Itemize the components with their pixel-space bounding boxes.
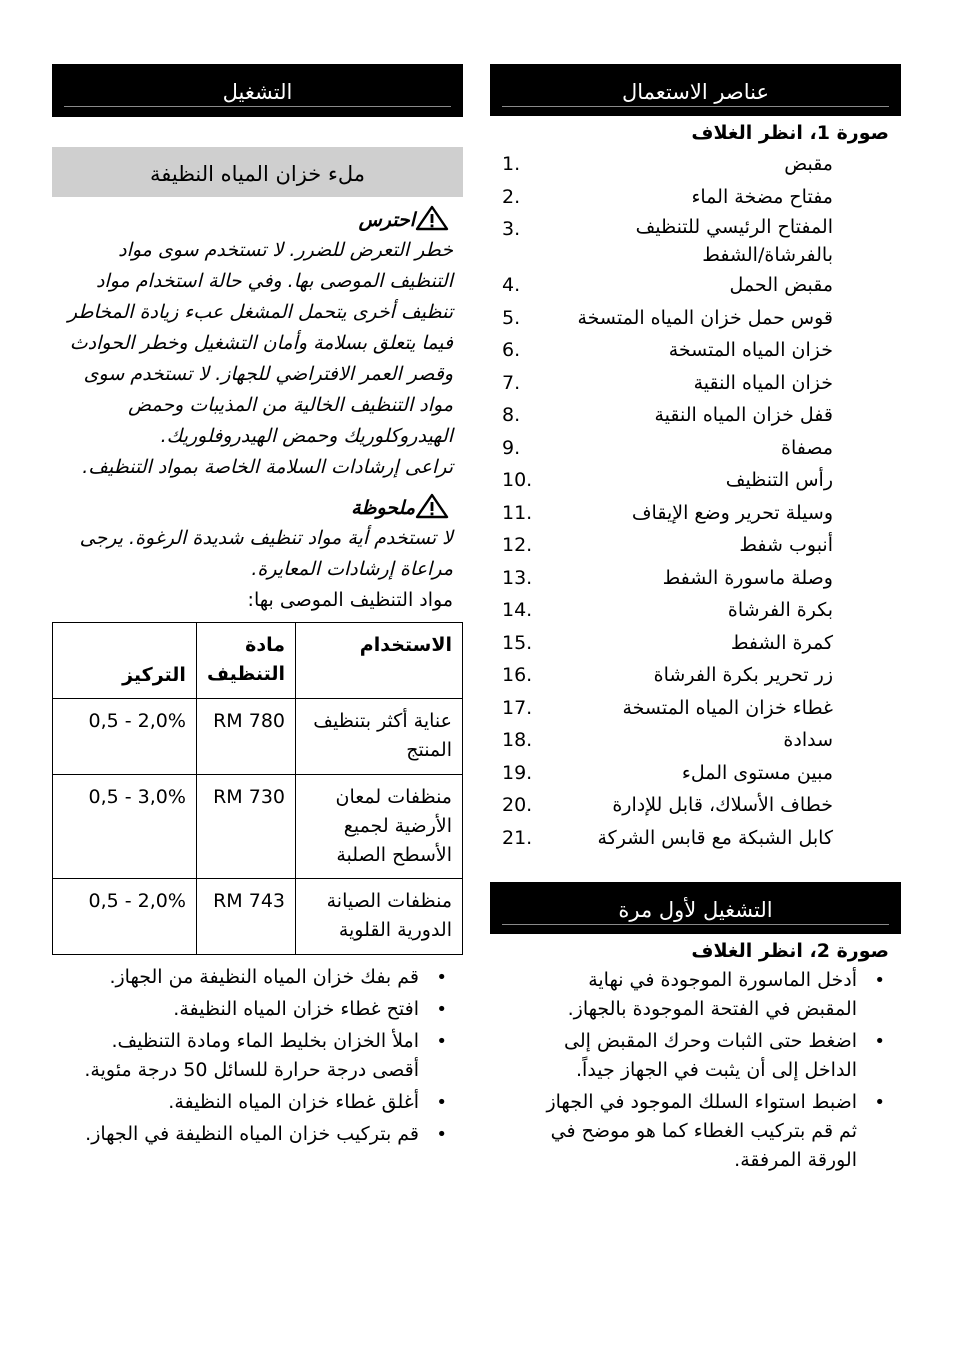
table-header-row [53,623,463,699]
divider [52,116,463,117]
note-heading [52,493,463,523]
parts-list-item [490,367,901,400]
note-label: ملحوظة [351,497,415,519]
part-label: قوس حمل خزان المياه المتسخة [577,306,833,329]
part-label: مقبض [784,153,833,175]
warning-triangle-icon [415,493,449,524]
subsection-header-fill-tank [52,147,463,197]
header-usage: الاستخدام [296,623,463,699]
parts-list-item [490,757,901,790]
part-number: 18. [502,729,533,751]
part-label: كابل الشبكة مع قابس الشركة [597,826,833,849]
note-text: لا تستخدم أية مواد تنظيف شديدة الرغوة. يرجى مراعاة إرشادات المعايرة. [79,527,453,580]
part-label: كمرة الشفط [730,631,833,654]
caution-text: خطر التعرض للضرر. لا تستخدم سوى مواد التنظيف الموصى بها. وفي حالة استخدام مواد تنظيف أخرى يتحمل المشغل عبء زيادة المخاطر فيما يتعلق بسلامة وأمان التشغيل وخطر الحوادث وقصر العمر الافتراضي للجهاز. لا تستخدم سوى مواد التنظيف الخالية من المذيبات وحمض الهيدروكلوريك وحمض الهيدروفلوريك. [67,239,453,447]
first-use-steps [490,966,901,1175]
parts-list-item [490,464,901,497]
part-label: مقبض الحمل [729,274,833,296]
parts-list-item [490,302,901,335]
part-number: 3. [502,218,521,240]
part-number: 7. [502,371,521,394]
part-number: 12. [502,534,533,556]
parts-list-item [490,269,901,302]
fill-tank-title: ملء خزان المياه النظيفة [149,162,365,186]
parts-list-item [490,497,901,530]
part-label: مبين مستوى الملء [681,761,833,784]
parts-list-item [490,432,901,465]
operating-elements-title: عناصر الاستعمال [621,80,770,104]
table-cell-agent: RM 780 [196,699,295,775]
table-row [53,879,463,955]
part-label: أنبوب شفط [739,534,833,556]
list-item: • قم بتركيب خزان المياه النظيفة في الجهاز. [80,1120,463,1149]
part-label: غطاء خزان المياه المتسخة [622,696,833,719]
first-use-title: التشغيل لأول مرة [618,898,773,922]
part-number: 1. [502,153,521,175]
parts-list-item [490,692,901,725]
operation-title: التشغيل [222,80,293,104]
header-agent: مادة التنظيف [196,623,295,699]
warning-triangle-icon [415,205,449,236]
table-cell-usage: منظفات لمعان الأرضية لجميع الأسطح الصلبة [296,775,463,879]
section-header-first-use [490,882,901,934]
parts-list-item [490,334,901,367]
list-item: • اضغط حتى الثبات وحرك المقبض إلى الداخل إلى أن يثبت في الجهاز جيداً. [528,1027,901,1085]
part-number: 8. [502,404,521,426]
section-header-operation [52,64,463,116]
table-row [53,775,463,879]
caution-label: احترس [358,209,415,231]
part-label: زر تحرير بكرة الفرشاة [653,664,833,686]
parts-list-item [490,213,901,269]
part-number: 10. [502,469,533,491]
part-label: خزان المياه النقية [693,371,833,394]
table-row [53,699,463,775]
part-number: 14. [502,599,533,621]
part-label: وسيلة تحرير وضع الإيقاف [631,501,833,524]
part-label: بكرة الفرشاة [727,599,833,621]
parts-list-item [490,789,901,822]
part-label: المفتاح الرئيسي للتنظيف بالفرشاة/الشفط [635,216,833,266]
list-item: • أدخل الماسورة الموجودة في نهاية المقبض في الفتحة الموجودة بالجهاز. [528,966,901,1024]
list-item: • اضبط استواء السلك الموجود في الجهاز ثم قم بتركيب الغطاء كما هو موضح في الورقة المرفقة. [528,1088,901,1175]
part-number: 5. [502,306,521,329]
parts-list-item [490,822,901,855]
part-number: 17. [502,696,533,719]
left-column [52,64,463,1152]
parts-list-item [490,399,901,432]
safety-text: تراعى إرشادات السلامة الخاصة بمواد التنظيف. [82,456,453,478]
list-item: • املأ الخزان بخليط الماء ومادة التنظيف. أقصى درجة حرارة للسائل 50 درجة مئوية. [80,1027,463,1085]
parts-list [490,148,901,854]
part-number: 16. [502,664,533,686]
list-item: • قم بفك خزان المياه النظيفة من الجهاز. [80,963,463,992]
part-label: قفل خزان المياه النقية [654,404,833,426]
section-header-operating-elements [490,64,901,116]
list-item: • افتح غطاء خزان المياه النظيفة. [80,995,463,1024]
part-label: خطاف الأسلاك، قابل للإدارة [612,794,833,816]
figure-2-reference: صورة 2، انظر الغلاف [691,940,889,962]
parts-list-item [490,724,901,757]
part-label: رأس التنظيف [725,469,833,491]
part-label: خزان المياه المتسخة [668,339,833,361]
part-label: وصلة ماسورة الشفط [662,566,833,589]
parts-list-item [490,148,901,181]
recommended-agents-label: مواد التنظيف الموصى بها: [247,589,453,611]
parts-list-item [490,659,901,692]
table-cell-agent: RM 730 [196,775,295,879]
part-label: سدادة [783,729,833,751]
part-number: 20. [502,794,533,816]
table-cell-usage: عناية أكثر بتنظيف المنتج [296,699,463,775]
list-item: • أغلق غطاء خزان المياه النظيفة. [80,1088,463,1117]
table-cell-concentration: 0,5 - 2,0% [53,699,197,775]
table-cell-concentration: 0,5 - 2,0% [53,879,197,955]
table-cell-agent: RM 743 [196,879,295,955]
parts-list-item [490,181,901,214]
parts-list-item [490,562,901,595]
part-number: 19. [502,761,533,784]
caution-heading [52,205,463,235]
part-label: مفتاح مضخة الماء [691,185,833,208]
part-number: 9. [502,436,521,459]
header-concentration: التركيز [53,623,197,699]
part-number: 21. [502,826,533,849]
part-number: 4. [502,274,521,296]
table-cell-concentration: 0,5 - 3,0% [53,775,197,879]
part-number: 15. [502,631,533,654]
part-label: مصفاة [780,436,833,459]
right-column [490,64,901,1178]
table-cell-usage: منظفات الصيانة الدورية القلوية [296,879,463,955]
parts-list-item [490,529,901,562]
fill-steps [52,963,463,1149]
part-number: 6. [502,339,521,361]
parts-list-item [490,627,901,660]
figure-1-reference: صورة 1، انظر الغلاف [691,122,889,144]
part-number: 2. [502,185,521,208]
part-number: 11. [502,501,533,524]
cleaning-agents-table [52,622,463,955]
part-number: 13. [502,566,533,589]
parts-list-item [490,594,901,627]
